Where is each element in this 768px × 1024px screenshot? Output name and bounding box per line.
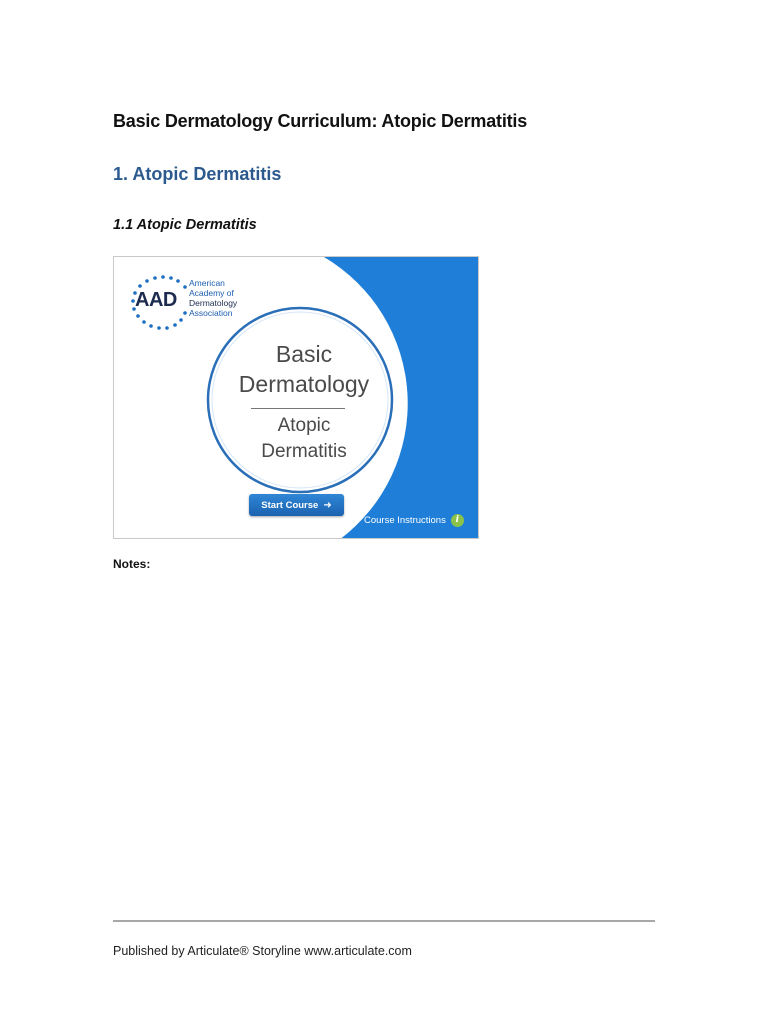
course-title-line: Basic xyxy=(275,341,333,367)
logo-line: Association xyxy=(189,308,233,318)
footer-text: Published by Articulate® Storyline www.articulate.com xyxy=(113,944,412,958)
subsection-heading: 1.1 Atopic Dermatitis xyxy=(113,217,257,233)
logo-line: Academy of xyxy=(189,288,234,298)
course-subtitle-line: Atopic xyxy=(277,415,331,436)
info-icon[interactable]: i xyxy=(451,514,464,527)
document-title: Basic Dermatology Curriculum: Atopic Dermatitis xyxy=(113,111,528,131)
course-slide-thumbnail xyxy=(113,256,479,539)
course-title-line: Dermatology xyxy=(238,371,370,397)
footer-divider xyxy=(113,920,655,922)
course-instructions-label: Course Instructions xyxy=(364,515,446,526)
aad-logo-wordmark xyxy=(189,278,237,318)
course-subtitle-line: Dermatitis xyxy=(261,441,347,462)
aad-logo: AAD xyxy=(135,289,177,311)
course-instructions-link[interactable] xyxy=(364,514,464,527)
logo-line: Dermatology xyxy=(189,298,238,308)
start-course-button[interactable] xyxy=(249,494,344,516)
arrow-right-icon: ➜ xyxy=(323,499,332,511)
section-heading: 1. Atopic Dermatitis xyxy=(113,164,282,184)
course-title-block xyxy=(209,339,399,465)
logo-line: American xyxy=(189,278,225,288)
notes-label: Notes: xyxy=(113,557,151,571)
start-course-label: Start Course xyxy=(261,499,319,511)
title-divider xyxy=(251,408,345,409)
